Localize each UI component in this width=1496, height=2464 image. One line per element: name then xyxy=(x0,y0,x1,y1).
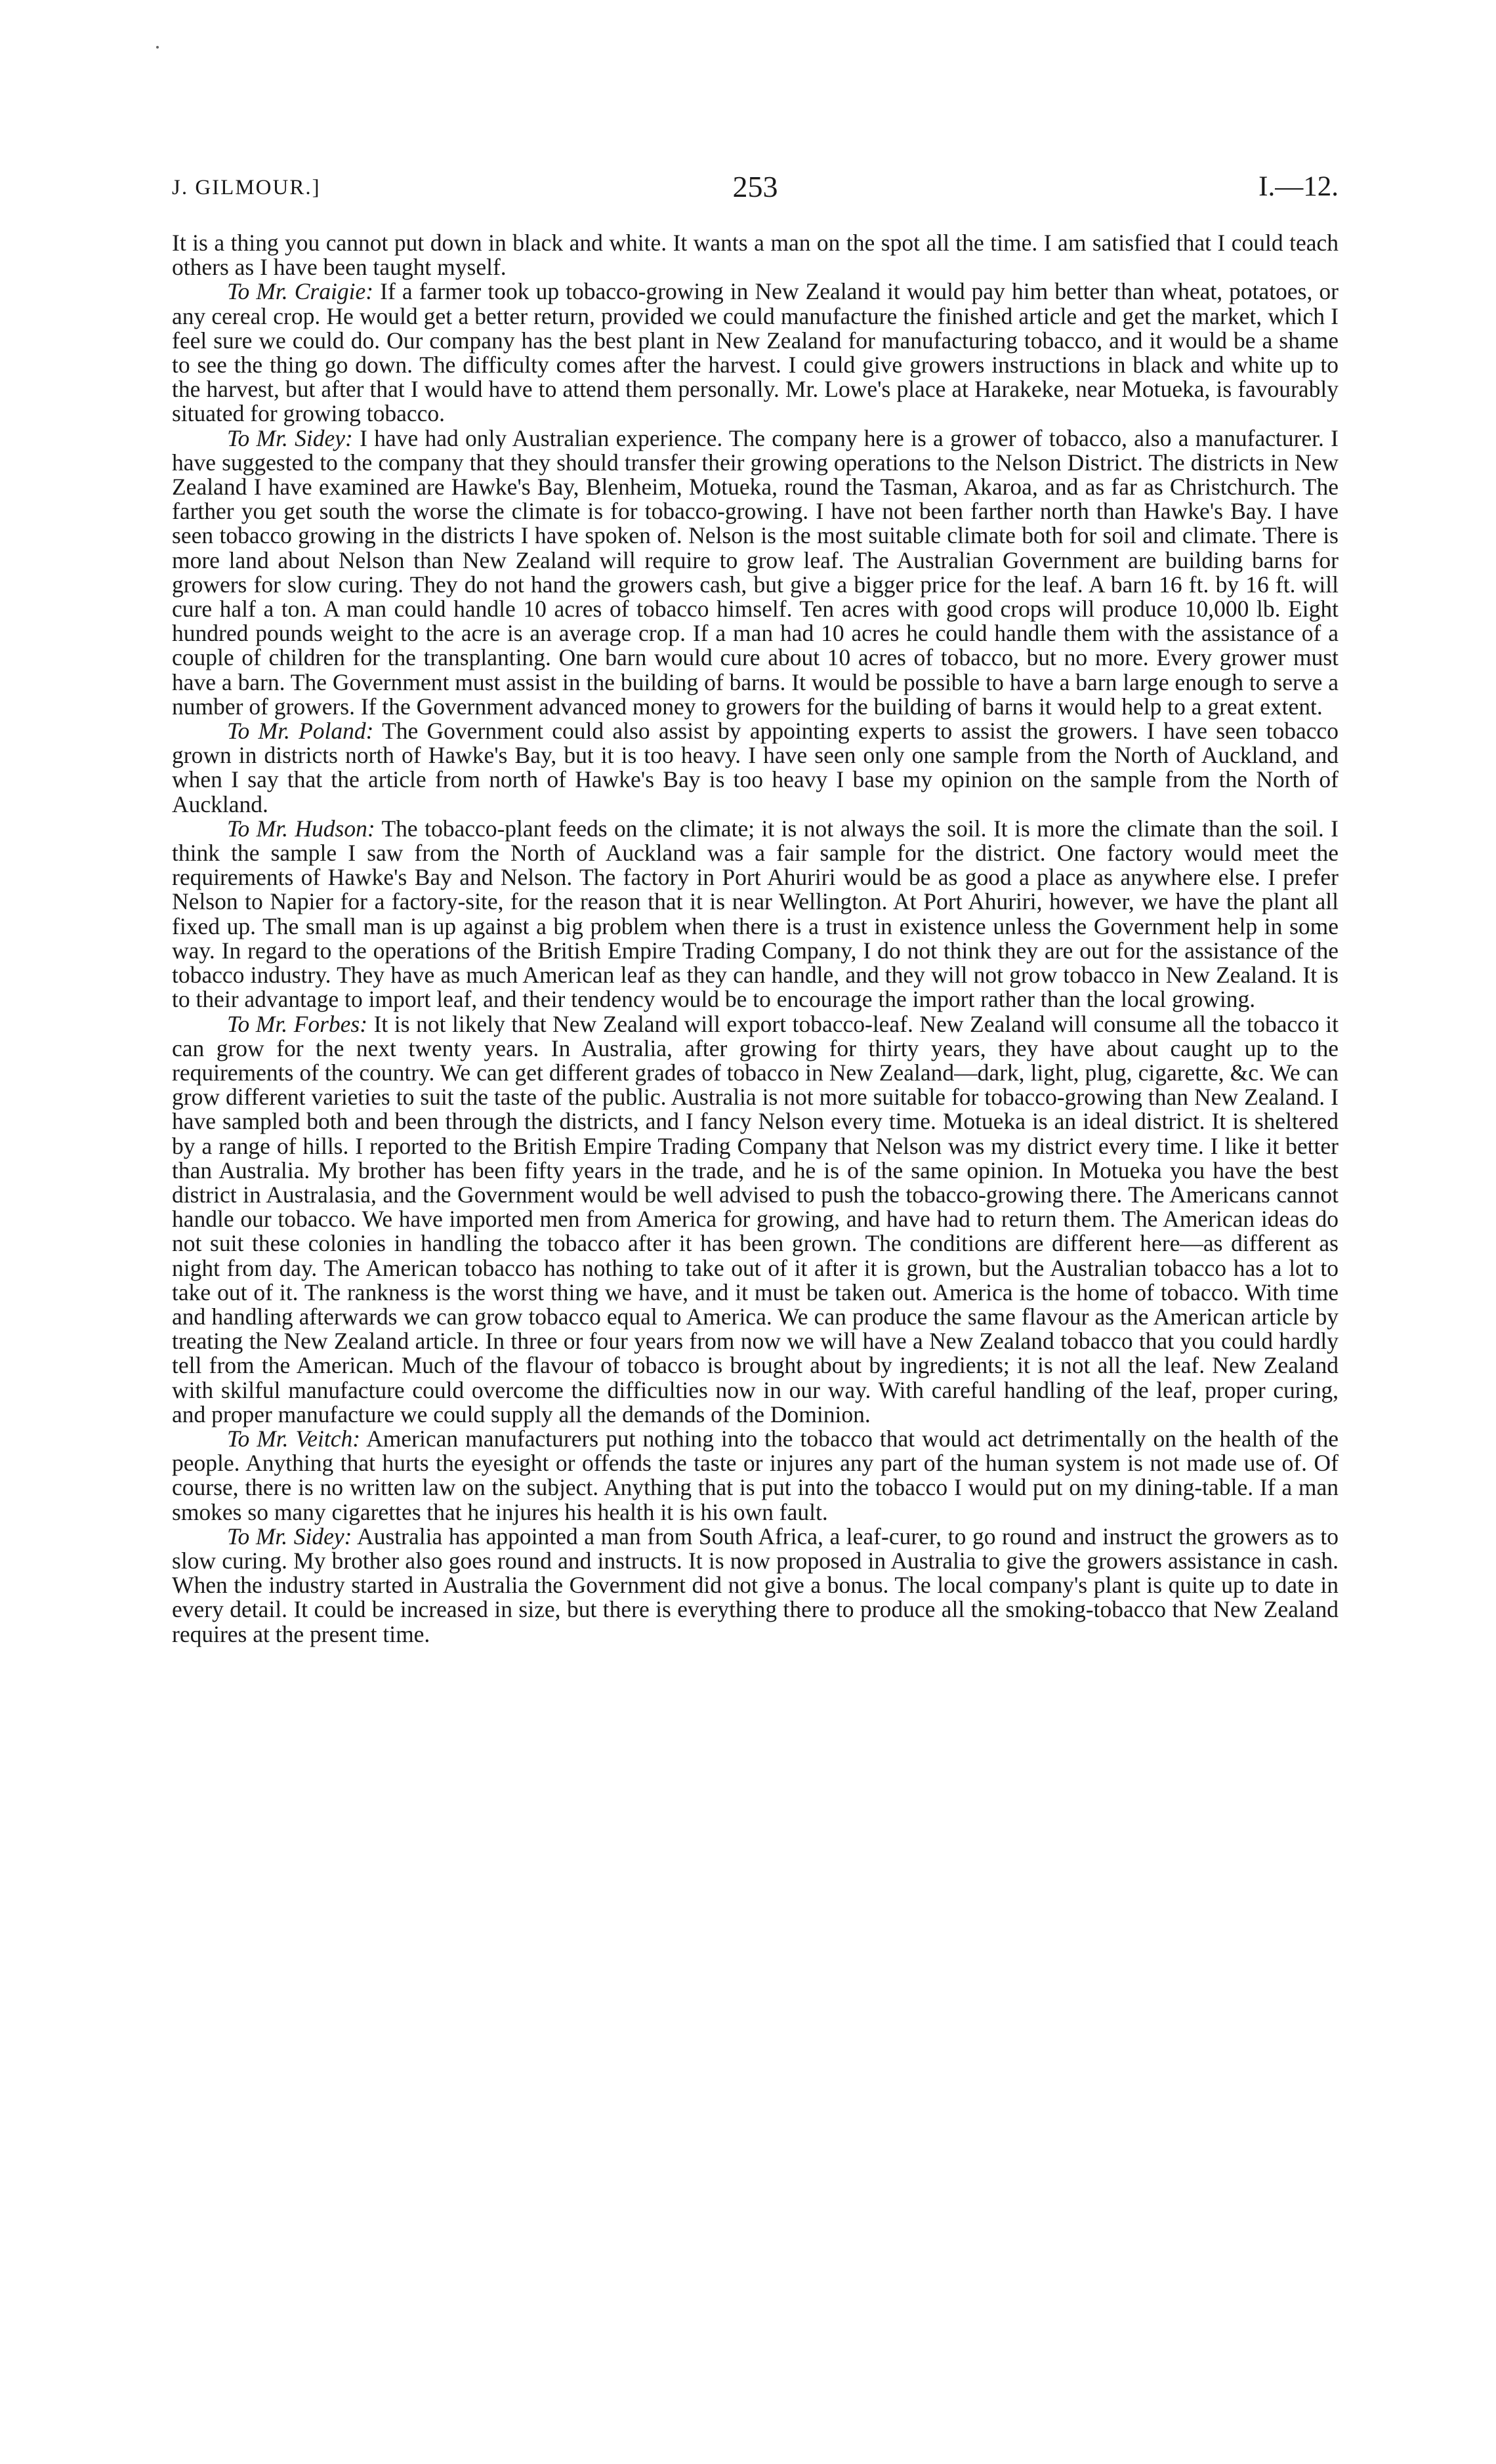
speaker-label: To Mr. Sidey: xyxy=(227,1523,352,1550)
paragraph xyxy=(172,426,1339,719)
paragraph xyxy=(172,279,1339,426)
paragraph-text: The tobacco-plant feeds on the climate; it is not always the soil. It is more the climate than the soil. I think the sample I saw from the North of Auckland was a fair sample for the district. One factory would meet the requirements of Hawke's Bay and Nelson. The factory in Port Ahuriri would be as good a place as anywhere else. I prefer Nelson to Napier for a factory-site, for the reason that it is near Wellington. At Port Ahuriri, however, we have the plant all fixed up. The small man is up against a big problem when there is a trust in existence unless the Government help in some way. In regard to the operations of the British Empire Trading Company, I do not think they are out for the assistance of the tobacco industry. They have as much American leaf as they can handle, and they will not grow tobacco in New Zealand. It is to their advantage to import leaf, and their tendency would be to encourage the import rather than the local growing. xyxy=(172,815,1339,1013)
body-text xyxy=(172,231,1339,1647)
margin-speck xyxy=(156,46,159,49)
page-header xyxy=(172,169,1339,215)
paragraph-text: It is a thing you cannot put down in black and white. It wants a man on the spot all the time. I am satisfied that I could teach others as I have been taught myself. xyxy=(172,230,1339,281)
paragraph xyxy=(172,1427,1339,1525)
speaker-label: To Mr. Forbes: xyxy=(227,1010,368,1037)
paragraph xyxy=(172,1525,1339,1647)
speaker-label: To Mr. Poland: xyxy=(227,718,374,745)
speaker-label: To Mr. Hudson: xyxy=(227,815,375,842)
paragraph xyxy=(172,231,1339,279)
paragraph xyxy=(172,1012,1339,1427)
speaker-label: To Mr. Craigie: xyxy=(227,278,374,305)
paragraph-text: I have had only Australian experience. The company here is a grower of tobacco, also a manufacturer. I have suggested to the company that they should transfer their growing operations to the Nelson District. The districts in New Zealand I have examined are Hawke's Bay, Blenheim, Motueka, round the Tasman, Akaroa, and as far as Christchurch. The farther you get south the worse the climate is for tobacco-growing. I have not been farther north than Hawke's Bay. I have seen tobacco growing in the districts I have spoken of. Nelson is the most suitable climate both for soil and climate. There is more land about Nelson than New Zealand will require to grow leaf. The Australian Government are building barns for growers for slow curing. They do not hand the growers cash, but give a bigger price for the leaf. A barn 16 ft. by 16 ft. will cure half a ton. A man could handle 10 acres of tobacco himself. Ten acres with good crops will produce 10,000 lb. Eight hundred pounds weight to the acre is an average crop. If a man had 10 acres he could handle them with the assistance of a couple of children for the transplanting. One barn would cure about 10 acres of tobacco, but no more. Every grower must have a barn. The Government must assist in the building of barns. It would be possible to have a barn large enough to serve a number of growers. If the Government advanced money to growers for the building of barns it would help to a great extent. xyxy=(172,424,1339,720)
page-number: 253 xyxy=(732,170,778,203)
speaker-label: To Mr. Veitch: xyxy=(227,1425,361,1452)
witness-name: J. GILMOUR.] xyxy=(172,176,321,199)
speaker-label: To Mr. Sidey: xyxy=(227,424,353,451)
paragraph-text: The Government could also assist by appointing experts to assist the growers. I have seen tobacco grown in districts north of Hawke's Bay, but it is too heavy. I have seen only one sample from the North of Auckland, and when I say that the article from north of Hawke's Bay is too heavy I base my opinion on the sample from the North of Auckland. xyxy=(172,718,1339,817)
document-reference: I.—12. xyxy=(1258,171,1339,202)
paragraph-text: If a farmer took up tobacco-growing in New Zealand it would pay him better than wheat, potatoes, or any cereal crop. He would get a better return, provided we could manufacture the finished article and get the market, which I feel sure we could do. Our company has the best plant in New Zealand for manufacturing tobacco, and it would be a shame to see the thing go down. The difficulty comes after the harvest. I could give growers instructions in black and white up to the harvest, but after that I would have to attend them personally. Mr. Lowe's place at Harakeke, near Motueka, is favourably situated for growing tobacco. xyxy=(172,278,1339,427)
paragraph-text: It is not likely that New Zealand will export tobacco-leaf. New Zealand will consume all the tobacco it can grow for the next twenty years. In Australia, after growing for thirty years, they have about caught up to the requirements of the country. We can get different grades of tobacco in New Zealand—dark, light, plug, cigarette, &c. We can grow different varieties to suit the taste of the public. Australia is not more suitable for tobacco-growing than New Zealand. I have sampled both and been through the districts, and I fancy Nelson every time. Motueka is an ideal district. It is sheltered by a range of hills. I reported to the British Empire Trading Company that Nelson was my district every time. I like it better than Australia. My brother has been fifty years in the trade, and he is of the same opinion. In Motueka you have the best district in Australasia, and the Government would be well advised to push the tobacco-growing there. The Americans cannot handle our tobacco. We have imported men from America for growing, and have had to return them. The American ideas do not suit these colonies in handling the tobacco after it has been grown. The conditions are different here—as different as night from day. The American tobacco has nothing to take out of it after it is grown, but the Australian tobacco has a lot to take out of it. The rankness is the worst thing we have, and it must be taken out. America is the home of tobacco. With time and handling afterwards we can grow tobacco equal to America. We can produce the same flavour as the American article by treating the New Zealand article. In three or four years from now we will have a New Zealand tobacco that you could hardly tell from the American. Much of the flavour of tobacco is brought about by ingredients; it is not all the leaf. New Zealand with skilful manufacture could overcome the difficulties now in our way. With careful handling of the leaf, proper curing, and proper manufacture we could supply all the demands of the Dominion. xyxy=(172,1010,1339,1427)
paragraph xyxy=(172,719,1339,817)
paragraph-text: Australia has appointed a man from South Africa, a leaf-curer, to go round and instruct the growers as to slow curing. My brother also goes round and instructs. It is now proposed in Australia to give the growers assistance in cash. When the industry started in Australia the Government did not give a bonus. The local company's plant is quite up to date in every detail. It could be increased in size, but there is everything there to produce all the smoking-tobacco that New Zealand requires at the present time. xyxy=(172,1523,1339,1647)
paragraph xyxy=(172,817,1339,1012)
paragraph-text: American manufacturers put nothing into the tobacco that would act detrimentally on the health of the people. Anything that hurts the eyesight or offends the taste or injures any part of the human system is not made use of. Of course, there is no written law on the subject. Anything that is put into the tobacco I would put on my dining-table. If a man smokes so many cigarettes that he injures his health it is his own fault. xyxy=(172,1425,1339,1525)
